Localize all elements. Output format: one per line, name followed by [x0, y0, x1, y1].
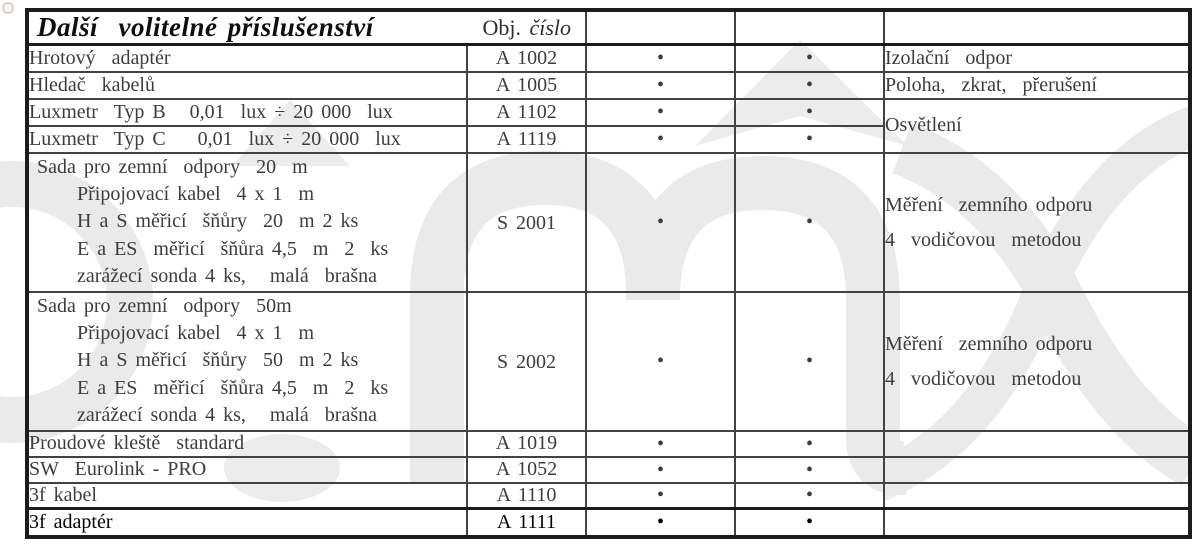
feature-dot-cell: [735, 99, 884, 126]
dot-bullet-icon: •: [656, 211, 664, 234]
dot-bullet-icon: •: [656, 74, 664, 96]
feature-dot-cell: [735, 431, 884, 457]
dot-bullet-icon: •: [656, 511, 664, 534]
feature-dot-cell: [586, 126, 735, 153]
dot-bullet-icon: •: [805, 511, 813, 534]
order-code-cell: A 1119: [467, 126, 586, 153]
feature-dot-cell: [586, 45, 735, 72]
header-empty-cell-2: [735, 10, 884, 45]
feature-dot-cell: [586, 509, 735, 537]
dot-bullet-icon: •: [805, 432, 813, 455]
table-row-emphasized: [27, 509, 1190, 537]
header-empty-cell-3: [884, 10, 1190, 45]
table-title: Další volitelné příslušenství: [37, 12, 374, 42]
dot-bullet-icon: •: [805, 47, 813, 70]
item-label-cell: 3f adaptér: [27, 509, 467, 537]
feature-dot-cell: [586, 457, 735, 483]
table-row-set-50m: [27, 292, 1190, 431]
order-code-cell: A 1002: [467, 45, 586, 72]
order-code-cell: A 1102: [467, 99, 586, 126]
order-code-cell: A 1005: [467, 72, 586, 99]
feature-dot-cell: [586, 292, 735, 431]
dot-bullet-icon: •: [656, 47, 664, 70]
dot-bullet-icon: •: [656, 458, 664, 481]
item-label-cell: Luxmetr Typ B 0,01 lux ÷ 20 000 lux: [27, 99, 467, 126]
page-corner-ring-icon: [2, 2, 14, 14]
dot-bullet-icon: •: [656, 101, 664, 123]
item-label-cell: Hledač kabelů: [27, 72, 467, 99]
item-label-cell: Proudové kleště standard: [27, 431, 467, 457]
feature-dot-cell: [735, 72, 884, 99]
table-row: [27, 431, 1190, 457]
note-cell: Měření zemního odporu 4 vodičovou metodou: [884, 153, 1190, 292]
note-cell: [884, 457, 1190, 483]
note-cell: [884, 509, 1190, 537]
dot-bullet-icon: •: [805, 484, 813, 507]
feature-dot-cell: [586, 99, 735, 126]
table-row: [27, 457, 1190, 483]
feature-dot-cell: [735, 483, 884, 509]
table-header-row: [27, 10, 1190, 45]
note-cell: Osvětlení: [884, 99, 1190, 153]
item-label-cell: Sada pro zemní odpory 20 m Připojovací kabel 4 x 1 m H a S měřicí šňůry 20 m 2 ks E a ES měřicí šňůra 4,5 m 2 ks zarážecí sonda 4 ks, malá brašna: [27, 153, 467, 292]
table-row-set-20m: [27, 153, 1190, 292]
order-code-cell: A 1111: [467, 509, 586, 537]
order-code-cell: A 1019: [467, 431, 586, 457]
item-label-cell: Hrotový adaptér: [27, 45, 467, 72]
table-row: [27, 72, 1190, 99]
dot-bullet-icon: •: [656, 350, 664, 373]
feature-dot-cell: [586, 153, 735, 292]
feature-dot-cell: [735, 126, 884, 153]
feature-dot-cell: [586, 431, 735, 457]
table-row: [27, 483, 1190, 509]
dot-bullet-icon: •: [805, 128, 813, 150]
feature-dot-cell: [586, 483, 735, 509]
dot-bullet-icon: •: [805, 350, 813, 373]
dot-bullet-icon: •: [805, 211, 813, 234]
dot-bullet-icon: •: [805, 458, 813, 481]
feature-dot-cell: [735, 45, 884, 72]
feature-dot-cell: [586, 72, 735, 99]
table-row: [27, 99, 1190, 126]
note-cell: Poloha, zkrat, přerušení: [884, 72, 1190, 99]
order-code-cell: S 2001: [467, 153, 586, 292]
dot-bullet-icon: •: [656, 432, 664, 455]
note-cell: [884, 431, 1190, 457]
dot-bullet-icon: •: [656, 484, 664, 507]
order-code-cell: S 2002: [467, 292, 586, 431]
header-title-cell: [27, 10, 586, 45]
item-label-cell: SW Eurolink - PRO: [27, 457, 467, 483]
order-code-cell: A 1110: [467, 483, 586, 509]
item-label-cell: 3f kabel: [27, 483, 467, 509]
note-cell: Měření zemního odporu 4 vodičovou metodou: [884, 292, 1190, 431]
note-cell: [884, 483, 1190, 509]
feature-dot-cell: [735, 292, 884, 431]
feature-dot-cell: [735, 457, 884, 483]
dot-bullet-icon: •: [656, 128, 664, 150]
accessories-table: [25, 8, 1192, 539]
header-empty-cell-1: [586, 10, 735, 45]
feature-dot-cell: [735, 509, 884, 537]
dot-bullet-icon: •: [805, 74, 813, 96]
dot-bullet-icon: •: [805, 101, 813, 123]
table-row: [27, 45, 1190, 72]
item-label-cell: Luxmetr Typ C 0,01 lux ÷ 20 000 lux: [27, 126, 467, 153]
item-label-cell: Sada pro zemní odpory 50m Připojovací kabel 4 x 1 m H a S měřicí šňůry 50 m 2 ks E a ES měřicí šňůra 4,5 m 2 ks zarážecí sonda 4 ks, malá brašna: [27, 292, 467, 431]
order-number-column-label: Obj. číslo: [482, 14, 571, 40]
feature-dot-cell: [735, 153, 884, 292]
note-cell: Izolační odpor: [884, 45, 1190, 72]
order-code-cell: A 1052: [467, 457, 586, 483]
